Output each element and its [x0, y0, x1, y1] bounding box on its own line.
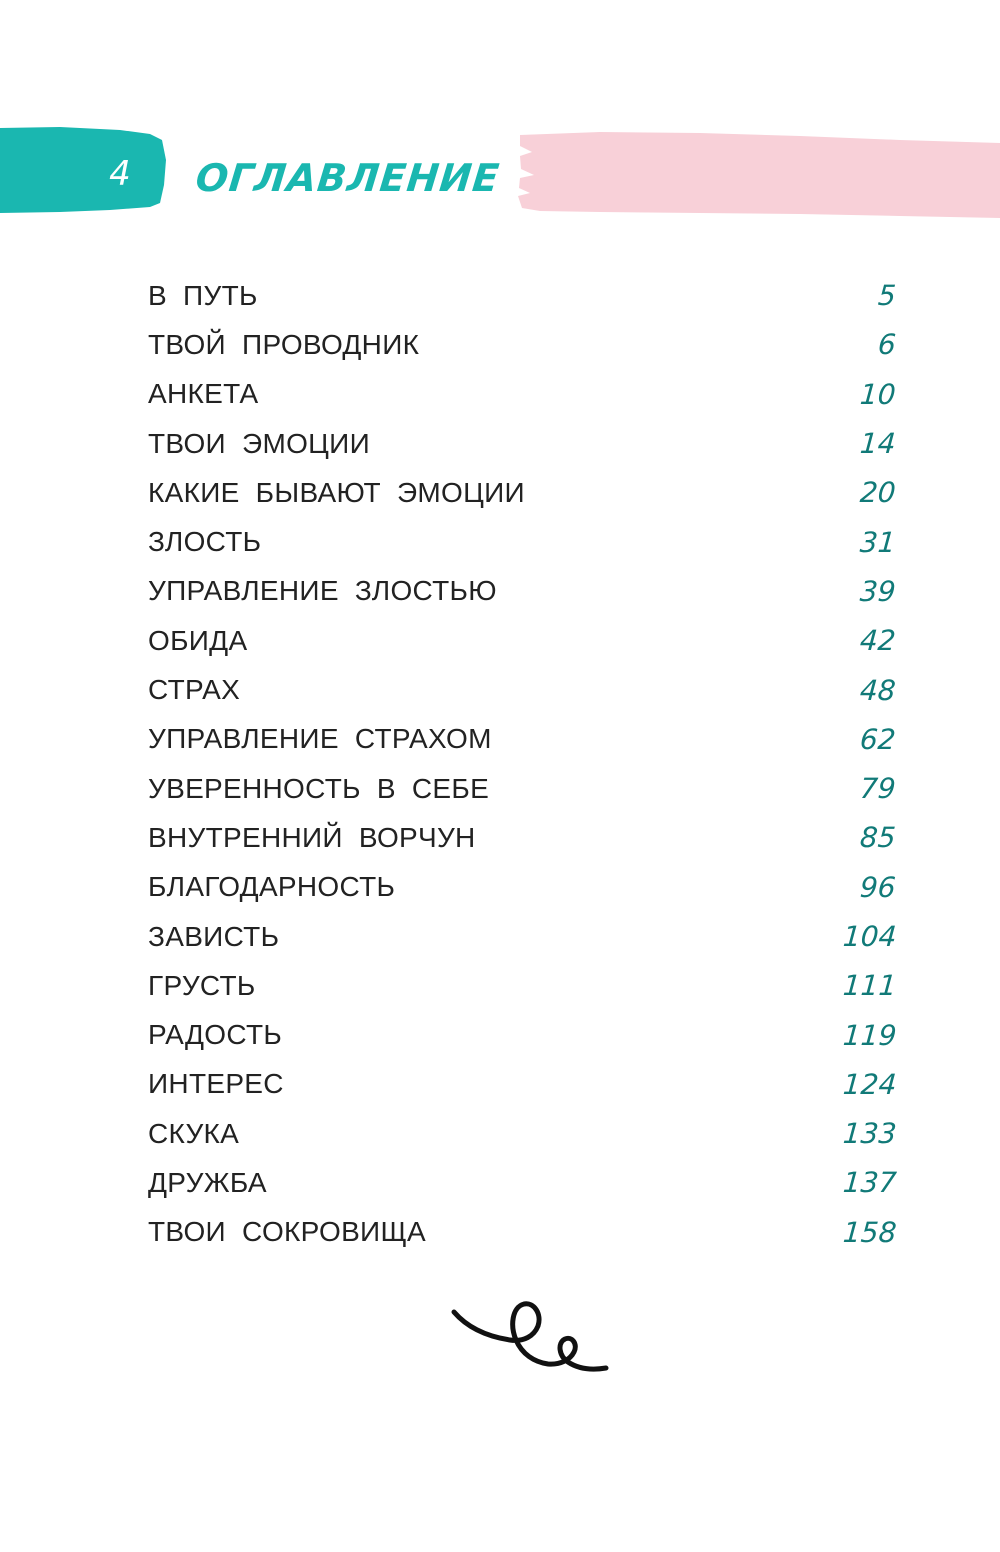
toc-entry-page: 79 [859, 772, 898, 806]
toc-entry-title: УПРАВЛЕНИЕ СТРАХОМ [148, 723, 492, 755]
toc-entry-title: ТВОЙ ПРОВОДНИК [148, 328, 420, 360]
toc-entry-page: 104 [841, 920, 898, 953]
toc-entry[interactable] [148, 715, 896, 764]
toc-entry-title: ЗЛОСТЬ [148, 526, 262, 558]
toc-entry[interactable] [148, 616, 896, 665]
toc-entry[interactable] [148, 271, 896, 320]
toc-entry[interactable] [148, 370, 896, 419]
chapter-header [0, 0, 1000, 240]
toc-entry[interactable] [148, 468, 896, 517]
toc-entry[interactable] [148, 863, 896, 912]
toc-entry-title: ВНУТРЕННИЙ ВОРЧУН [148, 821, 476, 853]
toc-entry-title: АНКЕТА [148, 378, 259, 410]
toc-entry-page: 31 [859, 525, 898, 559]
toc-entry-page: 119 [841, 1018, 898, 1052]
toc-entry-title: ГРУСТЬ [148, 969, 256, 1001]
toc-entry-page: 96 [859, 870, 898, 904]
pink-brush-band [518, 132, 1000, 218]
toc-entry-page: 137 [841, 1166, 898, 1200]
toc-entry[interactable] [148, 320, 896, 369]
toc-entry-title: СКУКА [148, 1117, 240, 1149]
toc-entry[interactable] [148, 1158, 896, 1207]
toc-entry-title: ТВОИ ЭМОЦИИ [148, 427, 371, 459]
toc-entry[interactable] [148, 764, 896, 813]
toc-entry-page: 5 [877, 279, 898, 313]
toc-entry-page: 85 [859, 821, 898, 855]
toc-entry-title: ДРУЖБА [148, 1166, 267, 1198]
toc-entry[interactable] [148, 912, 896, 961]
toc-entry-page: 133 [841, 1117, 898, 1151]
toc-entry-page: 48 [859, 673, 898, 707]
toc-entry-page: 111 [841, 969, 898, 1003]
toc-entry-title: ТВОИ СОКРОВИЩА [148, 1216, 426, 1248]
toc-entry-page: 42 [859, 624, 898, 658]
page-number: 4 [109, 154, 131, 194]
toc-entry-title: БЛАГОДАРНОСТЬ [148, 871, 396, 903]
toc-entry-title: ИНТЕРЕС [148, 1068, 284, 1100]
teal-brush-band [0, 127, 166, 213]
toc-entry-page: 62 [859, 722, 898, 756]
toc-entry-page: 20 [859, 476, 898, 510]
toc-entry-title: ОБИДА [148, 624, 248, 656]
header-brush-bands [0, 0, 1000, 240]
curly-flourish-icon [448, 1290, 618, 1390]
toc-entry-page: 10 [859, 377, 898, 411]
toc-entry-title: УВЕРЕННОСТЬ В СЕБЕ [148, 772, 490, 804]
toc-entry[interactable] [148, 813, 896, 862]
toc-entry-page: 124 [841, 1067, 898, 1101]
table-of-contents [148, 271, 896, 1257]
toc-entry-page: 158 [841, 1215, 898, 1249]
toc-entry-title: СТРАХ [148, 674, 241, 706]
toc-entry-page: 14 [859, 427, 898, 461]
toc-entry[interactable] [148, 1109, 896, 1158]
toc-entry[interactable] [148, 961, 896, 1010]
toc-entry-title: УПРАВЛЕНИЕ ЗЛОСТЬЮ [148, 575, 497, 607]
toc-entry-title: КАКИЕ БЫВАЮТ ЭМОЦИИ [148, 476, 525, 508]
toc-entry-title: ЗАВИСТЬ [148, 920, 280, 952]
page-title: ОГЛАВЛЕНИЕ [193, 156, 502, 200]
toc-entry-title: РАДОСТЬ [148, 1019, 283, 1051]
toc-entry[interactable] [148, 1010, 896, 1059]
toc-entry[interactable] [148, 567, 896, 616]
toc-entry-title: В ПУТЬ [148, 279, 258, 311]
toc-entry[interactable] [148, 419, 896, 468]
toc-entry[interactable] [148, 665, 896, 714]
toc-entry-page: 39 [859, 574, 898, 608]
toc-entry[interactable] [148, 1208, 896, 1257]
toc-entry[interactable] [148, 517, 896, 566]
toc-entry[interactable] [148, 1060, 896, 1109]
toc-entry-page: 6 [877, 328, 898, 362]
